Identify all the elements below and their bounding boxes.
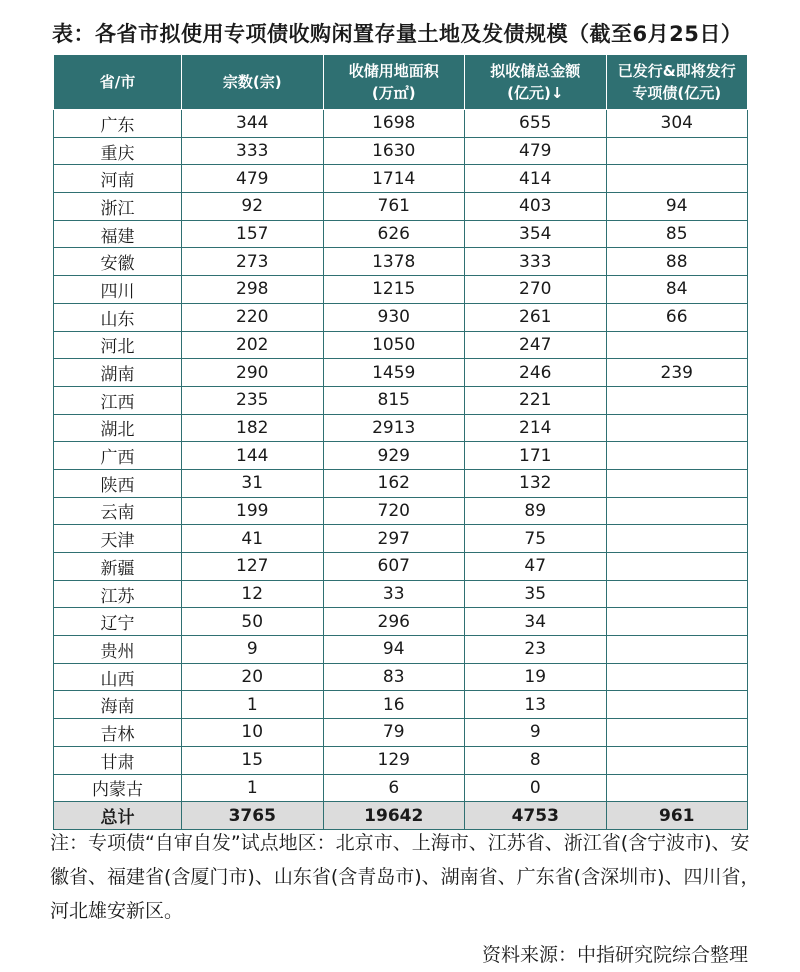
source-note: 资料来源：中指研究院综合整理 xyxy=(481,944,748,966)
table-cell xyxy=(606,165,748,193)
table-cell: 247 xyxy=(465,331,607,359)
table-cell: 31 xyxy=(182,469,324,497)
table-row xyxy=(54,636,748,664)
table-cell xyxy=(606,691,748,719)
table-row xyxy=(54,110,748,138)
table-cell: 甘肃 xyxy=(54,746,182,774)
table-cell: 202 xyxy=(182,331,324,359)
table-row xyxy=(54,525,748,553)
table-cell xyxy=(606,608,748,636)
table-cell: 河南 xyxy=(54,165,182,193)
table-cell: 41 xyxy=(182,525,324,553)
table-row xyxy=(54,248,748,276)
table-cell: 220 xyxy=(182,303,324,331)
column-header: 宗数(宗) xyxy=(182,55,324,110)
table-cell: 157 xyxy=(182,220,324,248)
table-cell: 1378 xyxy=(323,248,465,276)
table-cell: 94 xyxy=(606,193,748,221)
total-cell: 总计 xyxy=(54,802,182,830)
table-row xyxy=(54,137,748,165)
table-cell: 144 xyxy=(182,442,324,470)
table-cell xyxy=(606,663,748,691)
table-cell: 83 xyxy=(323,663,465,691)
table-cell: 23 xyxy=(465,636,607,664)
table-row xyxy=(54,193,748,221)
table-cell: 89 xyxy=(465,497,607,525)
table-cell xyxy=(606,414,748,442)
table-cell: 403 xyxy=(465,193,607,221)
table-cell: 84 xyxy=(606,276,748,304)
table-cell: 199 xyxy=(182,497,324,525)
table-cell: 云南 xyxy=(54,497,182,525)
table-cell: 河北 xyxy=(54,331,182,359)
table-row xyxy=(54,469,748,497)
table-cell: 761 xyxy=(323,193,465,221)
table-cell: 162 xyxy=(323,469,465,497)
table-cell: 广西 xyxy=(54,442,182,470)
footnote: 注：专项债“自审自发”试点地区：北京市、上海市、江苏省、浙江省(含宁波市)、安徽省、福建省(含厦门市)、山东省(含青岛市)、湖南省、广东省(含深圳市)、四川省，河北雄安新区。 xyxy=(50,832,760,922)
table-cell xyxy=(606,386,748,414)
table-cell: 安徽 xyxy=(54,248,182,276)
table-row xyxy=(54,663,748,691)
table-cell: 273 xyxy=(182,248,324,276)
table-cell: 20 xyxy=(182,663,324,691)
table-cell: 广东 xyxy=(54,110,182,138)
table-cell: 127 xyxy=(182,553,324,581)
table-cell: 270 xyxy=(465,276,607,304)
table-cell: 297 xyxy=(323,525,465,553)
table-cell: 0 xyxy=(465,774,607,802)
table-cell: 75 xyxy=(465,525,607,553)
table-cell: 内蒙古 xyxy=(54,774,182,802)
table-cell: 129 xyxy=(323,746,465,774)
table-cell: 1630 xyxy=(323,137,465,165)
table-cell xyxy=(606,497,748,525)
table-cell: 132 xyxy=(465,469,607,497)
table-cell: 655 xyxy=(465,110,607,138)
table-row xyxy=(54,359,748,387)
column-header: 省/市 xyxy=(54,55,182,110)
table-cell: 山东 xyxy=(54,303,182,331)
table-cell: 47 xyxy=(465,553,607,581)
table-cell: 9 xyxy=(182,636,324,664)
table-cell: 陕西 xyxy=(54,469,182,497)
table-cell: 50 xyxy=(182,608,324,636)
table-cell: 354 xyxy=(465,220,607,248)
table-cell: 88 xyxy=(606,248,748,276)
table-cell: 720 xyxy=(323,497,465,525)
table-cell xyxy=(606,525,748,553)
table-cell: 新疆 xyxy=(54,553,182,581)
table-cell xyxy=(606,746,748,774)
table-cell: 6 xyxy=(323,774,465,802)
table-row xyxy=(54,719,748,747)
table-cell: 929 xyxy=(323,442,465,470)
table-row xyxy=(54,553,748,581)
table-title: 表：各省市拟使用专项债收购闲置存量土地及发债规模（截至6月25日） xyxy=(52,22,743,46)
column-header: 拟收储总金额 (亿元)↓ xyxy=(465,55,607,110)
table-cell: 贵州 xyxy=(54,636,182,664)
table-row xyxy=(54,386,748,414)
table-cell: 34 xyxy=(465,608,607,636)
table-cell: 浙江 xyxy=(54,193,182,221)
table-cell: 四川 xyxy=(54,276,182,304)
table-cell: 江苏 xyxy=(54,580,182,608)
table-cell: 92 xyxy=(182,193,324,221)
table-cell: 吉林 xyxy=(54,719,182,747)
table-cell: 江西 xyxy=(54,386,182,414)
table-cell: 12 xyxy=(182,580,324,608)
table-row xyxy=(54,746,748,774)
table-cell: 221 xyxy=(465,386,607,414)
table-cell: 626 xyxy=(323,220,465,248)
table-cell: 333 xyxy=(465,248,607,276)
table-cell: 304 xyxy=(606,110,748,138)
table-cell: 333 xyxy=(182,137,324,165)
table-cell: 235 xyxy=(182,386,324,414)
table-cell: 35 xyxy=(465,580,607,608)
table-row xyxy=(54,608,748,636)
table-cell: 1215 xyxy=(323,276,465,304)
table-cell: 海南 xyxy=(54,691,182,719)
table-cell: 33 xyxy=(323,580,465,608)
total-cell: 19642 xyxy=(323,802,465,830)
total-cell: 961 xyxy=(606,802,748,830)
table-cell: 重庆 xyxy=(54,137,182,165)
table-cell xyxy=(606,442,748,470)
table-cell: 261 xyxy=(465,303,607,331)
table-cell: 94 xyxy=(323,636,465,664)
table-cell xyxy=(606,469,748,497)
table-row xyxy=(54,774,748,802)
table-cell: 1714 xyxy=(323,165,465,193)
table-cell: 246 xyxy=(465,359,607,387)
table-cell: 182 xyxy=(182,414,324,442)
table-cell: 1050 xyxy=(323,331,465,359)
table-cell xyxy=(606,137,748,165)
table-cell: 85 xyxy=(606,220,748,248)
table-cell: 福建 xyxy=(54,220,182,248)
table-cell: 414 xyxy=(465,165,607,193)
table-cell: 10 xyxy=(182,719,324,747)
table-row xyxy=(54,497,748,525)
total-cell: 4753 xyxy=(465,802,607,830)
table-row xyxy=(54,580,748,608)
table-cell: 1 xyxy=(182,774,324,802)
table-cell xyxy=(606,580,748,608)
header-row xyxy=(54,55,748,110)
table-cell: 13 xyxy=(465,691,607,719)
table-cell: 1698 xyxy=(323,110,465,138)
table-cell: 815 xyxy=(323,386,465,414)
table-cell: 湖北 xyxy=(54,414,182,442)
table-cell: 16 xyxy=(323,691,465,719)
table-cell: 8 xyxy=(465,746,607,774)
data-table xyxy=(53,55,748,830)
column-header: 收储用地面积 (万㎡) xyxy=(323,55,465,110)
table-row xyxy=(54,276,748,304)
table-row xyxy=(54,303,748,331)
table-cell: 479 xyxy=(182,165,324,193)
table-cell: 171 xyxy=(465,442,607,470)
total-cell: 3765 xyxy=(182,802,324,830)
table-row xyxy=(54,414,748,442)
table-cell: 9 xyxy=(465,719,607,747)
table-cell: 479 xyxy=(465,137,607,165)
table-row xyxy=(54,165,748,193)
table-cell: 2913 xyxy=(323,414,465,442)
table-cell: 930 xyxy=(323,303,465,331)
table-cell: 298 xyxy=(182,276,324,304)
table-cell xyxy=(606,553,748,581)
table-cell: 15 xyxy=(182,746,324,774)
table-cell: 1459 xyxy=(323,359,465,387)
table-cell: 79 xyxy=(323,719,465,747)
table-row xyxy=(54,442,748,470)
table-cell xyxy=(606,774,748,802)
table-cell: 296 xyxy=(323,608,465,636)
table-cell: 239 xyxy=(606,359,748,387)
table-cell xyxy=(606,636,748,664)
table-cell: 湖南 xyxy=(54,359,182,387)
table-cell: 辽宁 xyxy=(54,608,182,636)
table-cell: 344 xyxy=(182,110,324,138)
table-cell: 1 xyxy=(182,691,324,719)
table-cell: 214 xyxy=(465,414,607,442)
table-cell xyxy=(606,331,748,359)
table-row xyxy=(54,331,748,359)
table-cell: 607 xyxy=(323,553,465,581)
table-row xyxy=(54,691,748,719)
table-cell: 66 xyxy=(606,303,748,331)
column-header: 已发行&即将发行 专项债(亿元) xyxy=(606,55,748,110)
table-cell xyxy=(606,719,748,747)
table-cell: 山西 xyxy=(54,663,182,691)
table-cell: 天津 xyxy=(54,525,182,553)
table-cell: 19 xyxy=(465,663,607,691)
table-cell: 290 xyxy=(182,359,324,387)
table-row xyxy=(54,220,748,248)
